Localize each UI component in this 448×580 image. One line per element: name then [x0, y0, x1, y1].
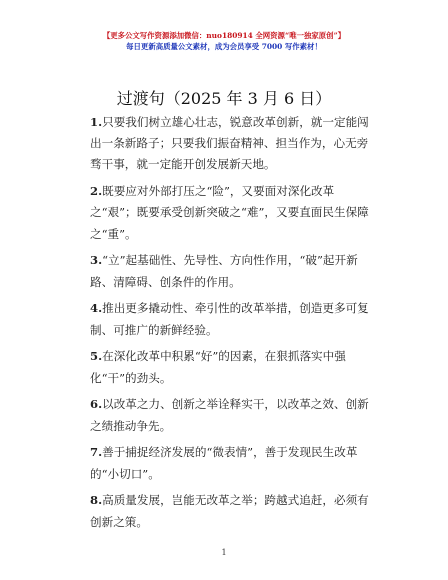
- item-text: 只要我们树立雄心壮志，锐意改革创新，就一定能闯出一条新路子；只要我们振奋精神、担当作为，心无旁骛干事，就一定能开创发展新天地。: [90, 115, 369, 172]
- item-text: 高质量发展，岂能无改革之举；跨越式追赶，必须有创新之策。: [90, 493, 369, 529]
- list-item: [90, 181, 378, 245]
- page-number: 1: [221, 548, 227, 557]
- transition-sentence-list: [90, 112, 378, 538]
- promo-banner-line-1: 【更多公文写作资源添加微信：nuo180914 全网资源“唯一独家原创”】: [102, 31, 346, 40]
- item-number: 8.: [90, 493, 103, 508]
- item-number: 7.: [90, 445, 103, 460]
- item-text: 推出更多撬动性、牵引性的改革举措，创造更多可复制、可推广的新鲜经验。: [90, 301, 369, 337]
- list-item: [90, 394, 378, 436]
- item-number: 5.: [90, 349, 103, 364]
- item-number: 6.: [90, 397, 103, 412]
- item-number: 4.: [90, 301, 103, 316]
- document-title: 过渡句（2025 年 3 月 6 日）: [116, 89, 332, 108]
- list-item: [90, 490, 378, 532]
- list-item: [90, 442, 378, 484]
- item-text: 在深化改革中积累“好”的因素，在狠抓落实中强化“干”的劲头。: [90, 349, 346, 385]
- item-text: 善于捕捉经济发展的“微表情”，善于发现民生改革的“小切口”。: [90, 445, 358, 481]
- list-item: [90, 346, 378, 388]
- list-item: [90, 298, 378, 340]
- list-item: [90, 250, 378, 292]
- item-number: 2.: [90, 184, 103, 199]
- list-item: [90, 112, 378, 176]
- item-number: 1.: [90, 115, 103, 129]
- item-text: 以改革之力、创新之举诠释实干，以改革之效、创新之绩推动争先。: [90, 397, 369, 433]
- item-text: 既要应对外部打压之“险”，又要面对深化改革之“艰”；既要承受创新突破之“难”，又要直面民生保障之“重”。: [90, 184, 369, 241]
- item-text: “立”起基础性、先导性、方向性作用，“破”起开新路、清障碍、创条件的作用。: [90, 253, 358, 289]
- item-number: 3.: [90, 253, 103, 268]
- promo-banner-line-2: 每日更新高质量公文素材，成为会员享受 7000 写作素材！: [126, 42, 322, 51]
